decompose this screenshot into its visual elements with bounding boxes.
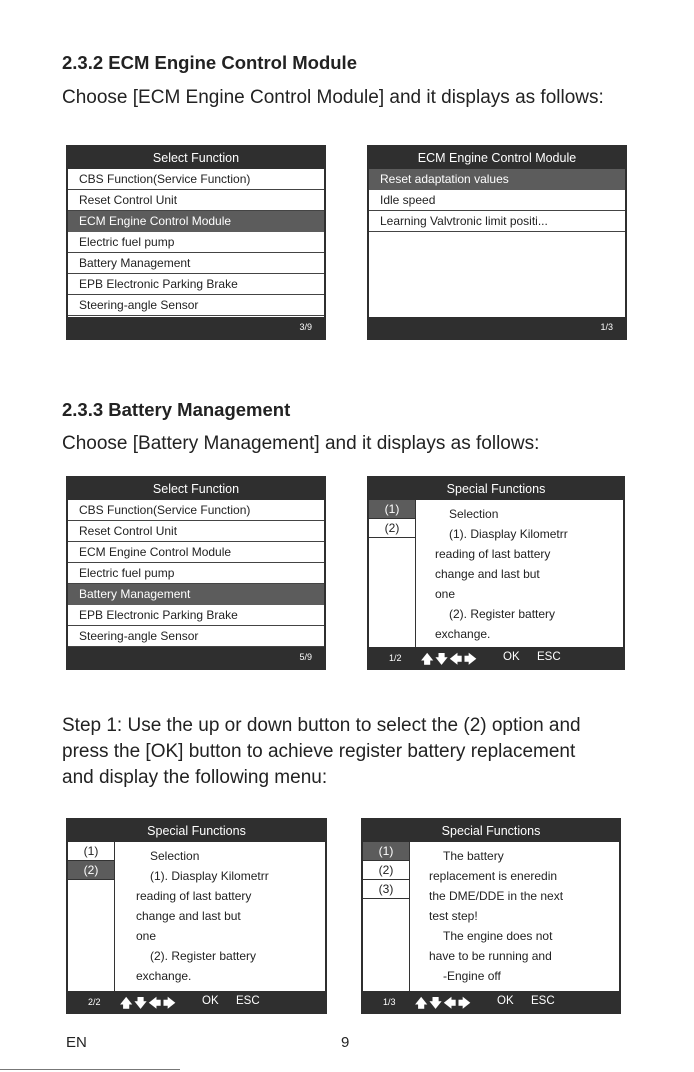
menu-item-battery-management-selected[interactable]: Battery Management	[68, 584, 324, 605]
desc-line: exchange.	[136, 969, 192, 983]
special-functions-screen-3	[361, 818, 621, 1014]
footer-divider	[0, 1069, 180, 1070]
description-text	[429, 846, 563, 986]
desc-line: Selection	[150, 849, 200, 863]
description-text	[136, 846, 269, 986]
step1-line2: press the [OK] button to achieve register battery replacement	[62, 741, 576, 762]
menu-item-steering-angle[interactable]: Steering-angle Sensor	[68, 626, 324, 647]
option-3[interactable]: (3)	[363, 880, 409, 899]
arrow-keys-icon: 🡅🡇🡄🡆	[415, 996, 473, 1010]
menu-item-electric-fuel-pump[interactable]: Electric fuel pump	[68, 232, 324, 253]
menu-item-ecm-selected[interactable]: ECM Engine Control Module	[68, 211, 324, 232]
section-heading-battery: 2.3.3 Battery Management	[62, 399, 291, 420]
menu-item-idle-speed[interactable]: Idle speed	[369, 190, 625, 211]
option-column	[363, 842, 410, 991]
desc-line: have to be running and	[429, 949, 552, 963]
desc-line: Selection	[449, 507, 499, 521]
special-functions-screen-1	[367, 476, 625, 670]
menu-item-steering-angle[interactable]: Steering-angle Sensor	[68, 295, 324, 316]
screen-title: Select Function	[68, 478, 324, 500]
screen-title: Special Functions	[363, 820, 619, 842]
desc-line: (1). Diasplay Kilometrr	[449, 527, 568, 541]
menu-item-epb[interactable]: EPB Electronic Parking Brake	[68, 274, 324, 295]
desc-line: reading of last battery	[435, 547, 551, 561]
screen-title: Special Functions	[369, 478, 623, 500]
menu-item-cbs-function[interactable]: CBS Function(Service Function)	[68, 169, 324, 190]
desc-line: The engine does not	[443, 929, 553, 943]
description-text	[435, 504, 568, 644]
esc-button[interactable]: ESC	[531, 995, 555, 1007]
option-2[interactable]: (2)	[363, 861, 409, 880]
option-2-selected[interactable]: (2)	[68, 861, 114, 880]
desc-line: change and last but	[435, 567, 540, 581]
esc-button[interactable]: ESC	[236, 995, 260, 1007]
section-intro-battery: Choose [Battery Management] and it displays as follows:	[62, 433, 540, 454]
menu-item-ecm[interactable]: ECM Engine Control Module	[68, 542, 324, 563]
ecm-module-screen	[367, 145, 627, 340]
menu-item-electric-fuel-pump[interactable]: Electric fuel pump	[68, 563, 324, 584]
page-indicator: 2/2	[88, 997, 101, 1007]
screen-footer	[68, 991, 325, 1012]
desc-line: exchange.	[435, 627, 491, 641]
option-1-selected[interactable]: (1)	[363, 842, 409, 861]
step1-line1: Step 1: Use the up or down button to select the (2) option and	[62, 715, 581, 736]
page-indicator: 1/3	[383, 997, 396, 1007]
screen-title: ECM Engine Control Module	[369, 147, 625, 169]
screen-footer	[369, 317, 625, 338]
page-indicator: 3/9	[299, 322, 312, 332]
page-indicator: 1/3	[600, 322, 613, 332]
arrow-keys-icon: 🡅🡇🡄🡆	[120, 996, 178, 1010]
ok-button[interactable]: OK	[503, 651, 520, 663]
screen-title: Select Function	[68, 147, 324, 169]
page-indicator: 5/9	[299, 652, 312, 662]
desc-line: change and last but	[136, 909, 241, 923]
screen-title: Special Functions	[68, 820, 325, 842]
menu-item-learning-valvtronic[interactable]: Learning Valvtronic limit positi...	[369, 211, 625, 232]
ok-button[interactable]: OK	[497, 995, 514, 1007]
footer-language: EN	[66, 1034, 87, 1051]
select-function-screen-2	[66, 476, 326, 670]
special-functions-screen-2	[66, 818, 327, 1014]
step1-line3: and display the following menu:	[62, 767, 328, 788]
desc-line: -Engine off	[443, 969, 501, 983]
section-heading-ecm: 2.3.2 ECM Engine Control Module	[62, 52, 357, 73]
option-2[interactable]: (2)	[369, 519, 415, 538]
page-indicator: 1/2	[389, 653, 402, 663]
option-column	[68, 842, 115, 991]
desc-line: one	[435, 587, 456, 601]
menu-item-reset-control-unit[interactable]: Reset Control Unit	[68, 190, 324, 211]
ok-button[interactable]: OK	[202, 995, 219, 1007]
select-function-screen-1	[66, 145, 326, 340]
esc-button[interactable]: ESC	[537, 651, 561, 663]
menu-item-epb[interactable]: EPB Electronic Parking Brake	[68, 605, 324, 626]
screen-footer	[369, 647, 623, 668]
desc-line: The battery	[443, 849, 504, 863]
option-1[interactable]: (1)	[68, 842, 114, 861]
menu-item-reset-control-unit[interactable]: Reset Control Unit	[68, 521, 324, 542]
screen-footer	[68, 317, 324, 338]
option-1-selected[interactable]: (1)	[369, 500, 415, 519]
desc-line: the DME/DDE in the next	[429, 889, 564, 903]
screen-footer	[363, 991, 619, 1012]
menu-item-battery-management[interactable]: Battery Management	[68, 253, 324, 274]
desc-line: (2). Register battery	[449, 607, 556, 621]
arrow-keys-icon: 🡅🡇🡄🡆	[421, 652, 479, 666]
option-column	[369, 500, 416, 647]
menu-item-cbs-function[interactable]: CBS Function(Service Function)	[68, 500, 324, 521]
desc-line: reading of last battery	[136, 889, 252, 903]
desc-line: one	[136, 929, 157, 943]
section-intro-ecm: Choose [ECM Engine Control Module] and it displays as follows:	[62, 87, 604, 108]
menu-item-reset-adaptation[interactable]: Reset adaptation values	[369, 169, 625, 190]
footer-page-number: 9	[341, 1034, 350, 1051]
desc-line: test step!	[429, 909, 478, 923]
desc-line: (2). Register battery	[150, 949, 257, 963]
desc-line: (1). Diasplay Kilometrr	[150, 869, 269, 883]
desc-line: replacement is eneredin	[429, 869, 558, 883]
screen-footer	[68, 647, 324, 668]
